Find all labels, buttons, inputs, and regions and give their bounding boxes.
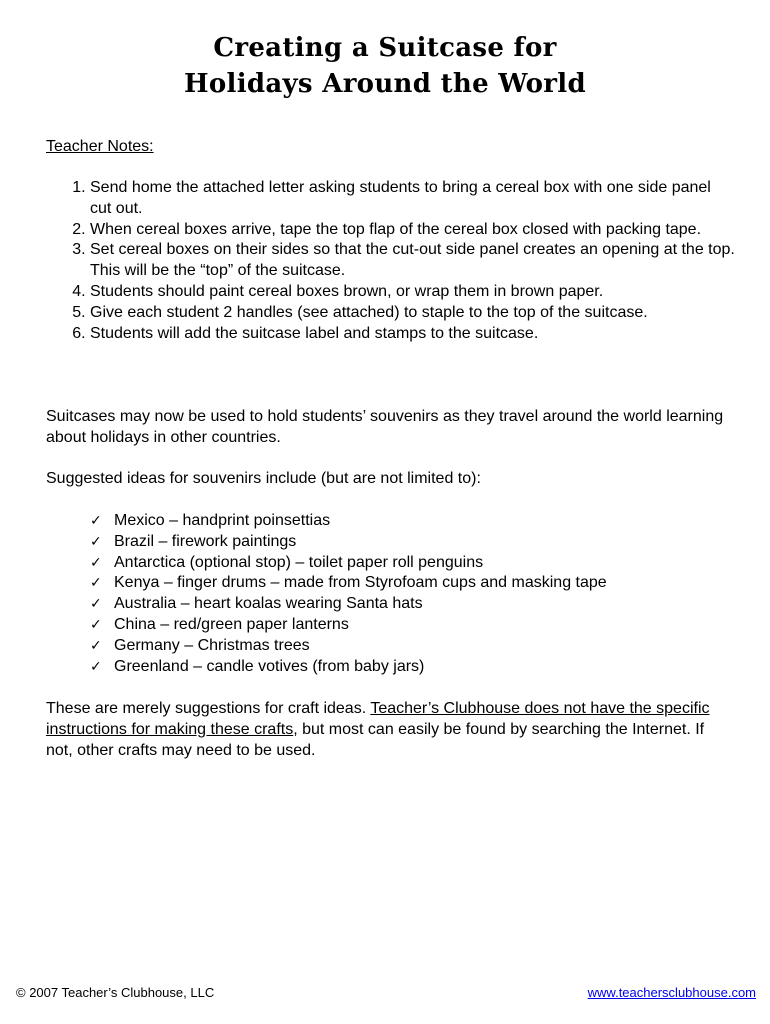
souvenir-item — [90, 636, 607, 657]
step-item: 6. Students will add the suitcase label and stamps to the suitcase. — [90, 324, 736, 345]
souvenir-text: Brazil – firework paintings — [114, 532, 297, 550]
checkmark-icon: ✓ — [90, 658, 102, 675]
step-item: 3. Set cereal boxes on their sides so that the cut-out side panel creates an opening at the top. This will be the “top” of the suitcase. — [90, 240, 736, 282]
suitcase-paragraph: Suitcases may now be used to hold students’ souvenirs as they travel around the world learning about holidays in other countries. — [46, 408, 724, 446]
closing-text-end: , but most can easily be found by searching the Internet. If not, other crafts may need to be used. — [46, 720, 705, 759]
souvenir-text: Mexico – handprint poinsettias — [114, 512, 331, 529]
souvenir-item — [90, 657, 607, 678]
step-item: 2. When cereal boxes arrive, tape the top flap of the cereal box closed with packing tape. — [90, 220, 736, 241]
checkmark-icon: ✓ — [90, 575, 102, 592]
souvenir-item — [90, 511, 607, 532]
souvenir-text: China – red/green paper lanterns — [114, 615, 349, 633]
closing-disclaimer: Teacher’s Clubhouse does not have the specific instructions for making these crafts — [46, 700, 710, 738]
souvenir-intro: Suggested ideas for souvenirs include (but are not limited to): — [46, 470, 481, 487]
copyright-notice: © 2007 Teacher’s Clubhouse, LLC — [16, 985, 215, 1000]
steps-list — [46, 178, 736, 344]
checkmark-icon: ✓ — [90, 637, 102, 654]
step-item: 4. Students should paint cereal boxes brown, or wrap them in brown paper. — [90, 282, 736, 303]
souvenir-text: Germany – Christmas trees — [114, 636, 310, 654]
souvenir-list — [90, 511, 607, 677]
souvenir-text: Antarctica (optional stop) – toilet paper roll penguins — [114, 553, 484, 571]
souvenir-item — [90, 594, 607, 615]
title-line-2: Holidays Around the World — [184, 69, 586, 99]
checkmark-icon: ✓ — [90, 616, 102, 633]
page-title — [0, 30, 770, 102]
teacher-notes-heading: Teacher Notes: — [46, 138, 154, 155]
website-link[interactable]: www.teachersclubhouse.com — [587, 985, 756, 1000]
souvenir-text: Greenland – candle votives (from baby jars) — [114, 657, 425, 675]
souvenir-item — [90, 553, 607, 574]
closing-text-start: These are merely suggestions for craft ideas. — [46, 700, 371, 717]
step-item: 1. Send home the attached letter asking students to bring a cereal box with one side panel cut out. — [90, 178, 736, 220]
checkmark-icon: ✓ — [90, 596, 102, 613]
checkmark-icon: ✓ — [90, 533, 102, 550]
souvenir-text: Australia – heart koalas wearing Santa hats — [114, 595, 423, 613]
souvenir-text: Kenya – finger drums – made from Styrofoam cups and masking tape — [114, 574, 607, 592]
souvenir-item — [90, 573, 607, 594]
souvenir-item — [90, 615, 607, 636]
souvenir-item — [90, 532, 607, 553]
title-line-1: Creating a Suitcase for — [213, 33, 557, 63]
checkmark-icon: ✓ — [90, 554, 102, 571]
checkmark-icon: ✓ — [90, 513, 102, 529]
step-item: 5. Give each student 2 handles (see attached) to staple to the top of the suitcase. — [90, 303, 736, 324]
closing-paragraph — [46, 699, 732, 761]
